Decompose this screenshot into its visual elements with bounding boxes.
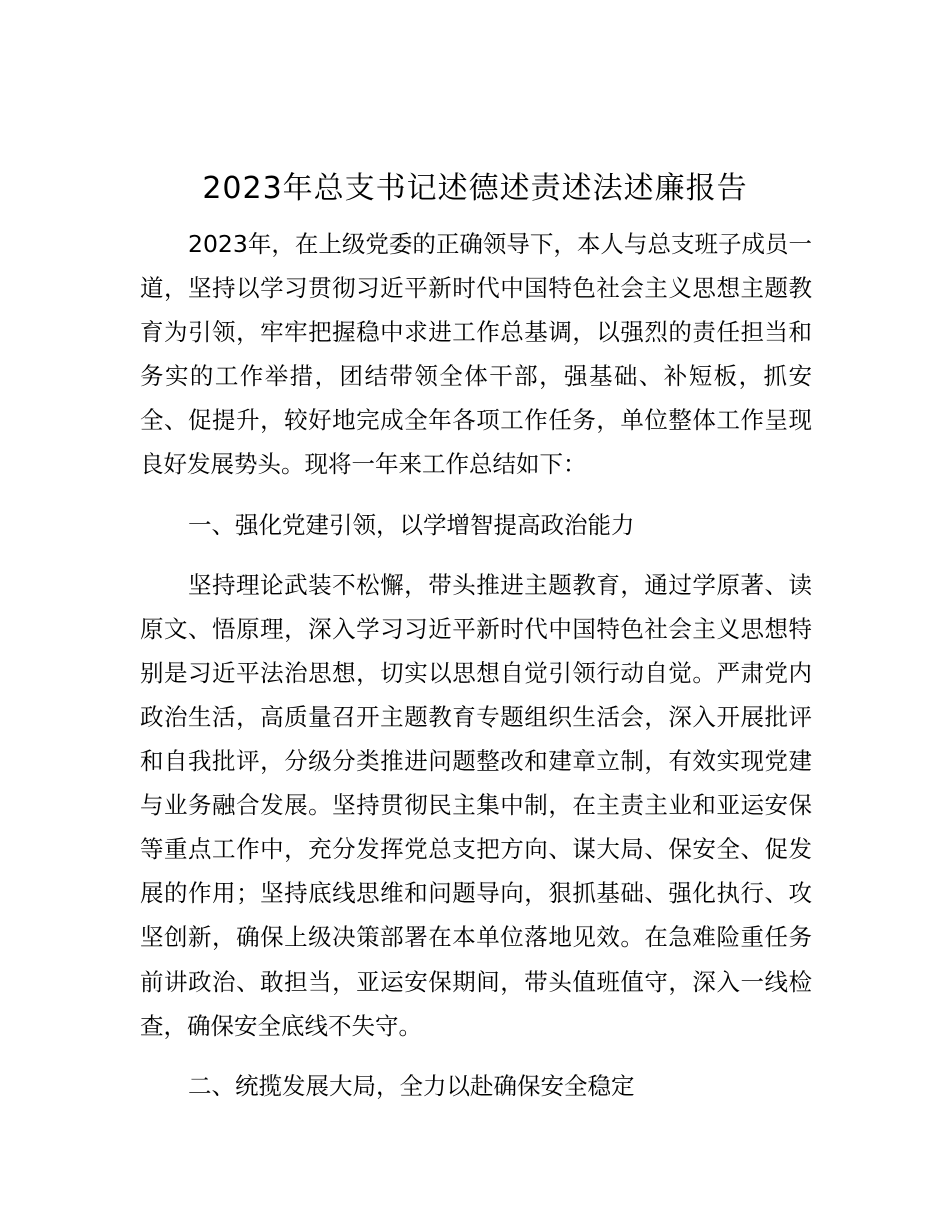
section-heading-1: 一、强化党建引领，以学增智提高政治能力 [188,510,635,539]
section-1-paragraph: 坚持理论武装不松懈，带头推进主题教育，通过学原著、读原文、悟原理，深入学习习近平新时代中国特色社会主义思想特别是习近平法治思想，切实以思想自觉引领行动自觉。严肃党内政治生活，高质量召开主题教育专题组织生活会，深入开展批评和自我批评，分级分类推进问题整改和建章立制，有效实现党建与业务融合发展。坚持贯彻民主集中制，在主责主业和亚运安保等重点工作中，充分发挥党总支把方向、谋大局、保安全、促发展的作用；坚持底线思维和问题导向，狠抓基础、强化执行、攻坚创新，确保上级决策部署在本单位落地见效。在急难险重任务前讲政治、敢担当，亚运安保期间，带头值班值守，深入一线检查，确保安全底线不失守。 [140,570,812,1040]
intro-paragraph: 2023年，在上级党委的正确领导下，本人与总支班子成员一道，坚持以学习贯彻习近平新时代中国特色社会主义思想主题教育为引领，牢牢把握稳中求进工作总基调，以强烈的责任担当和务实的工作举措，团结带领全体干部，强基础、补短板，抓安全、促提升，较好地完成全年各项工作任务，单位整体工作呈现良好发展势头。现将一年来工作总结如下： [140,230,812,479]
section-heading-2: 二、统揽发展大局，全力以赴确保安全稳定 [188,1071,635,1100]
document-title: 2023年总支书记述德述责述法述廉报告 [202,171,748,206]
document-body [140,222,812,1108]
